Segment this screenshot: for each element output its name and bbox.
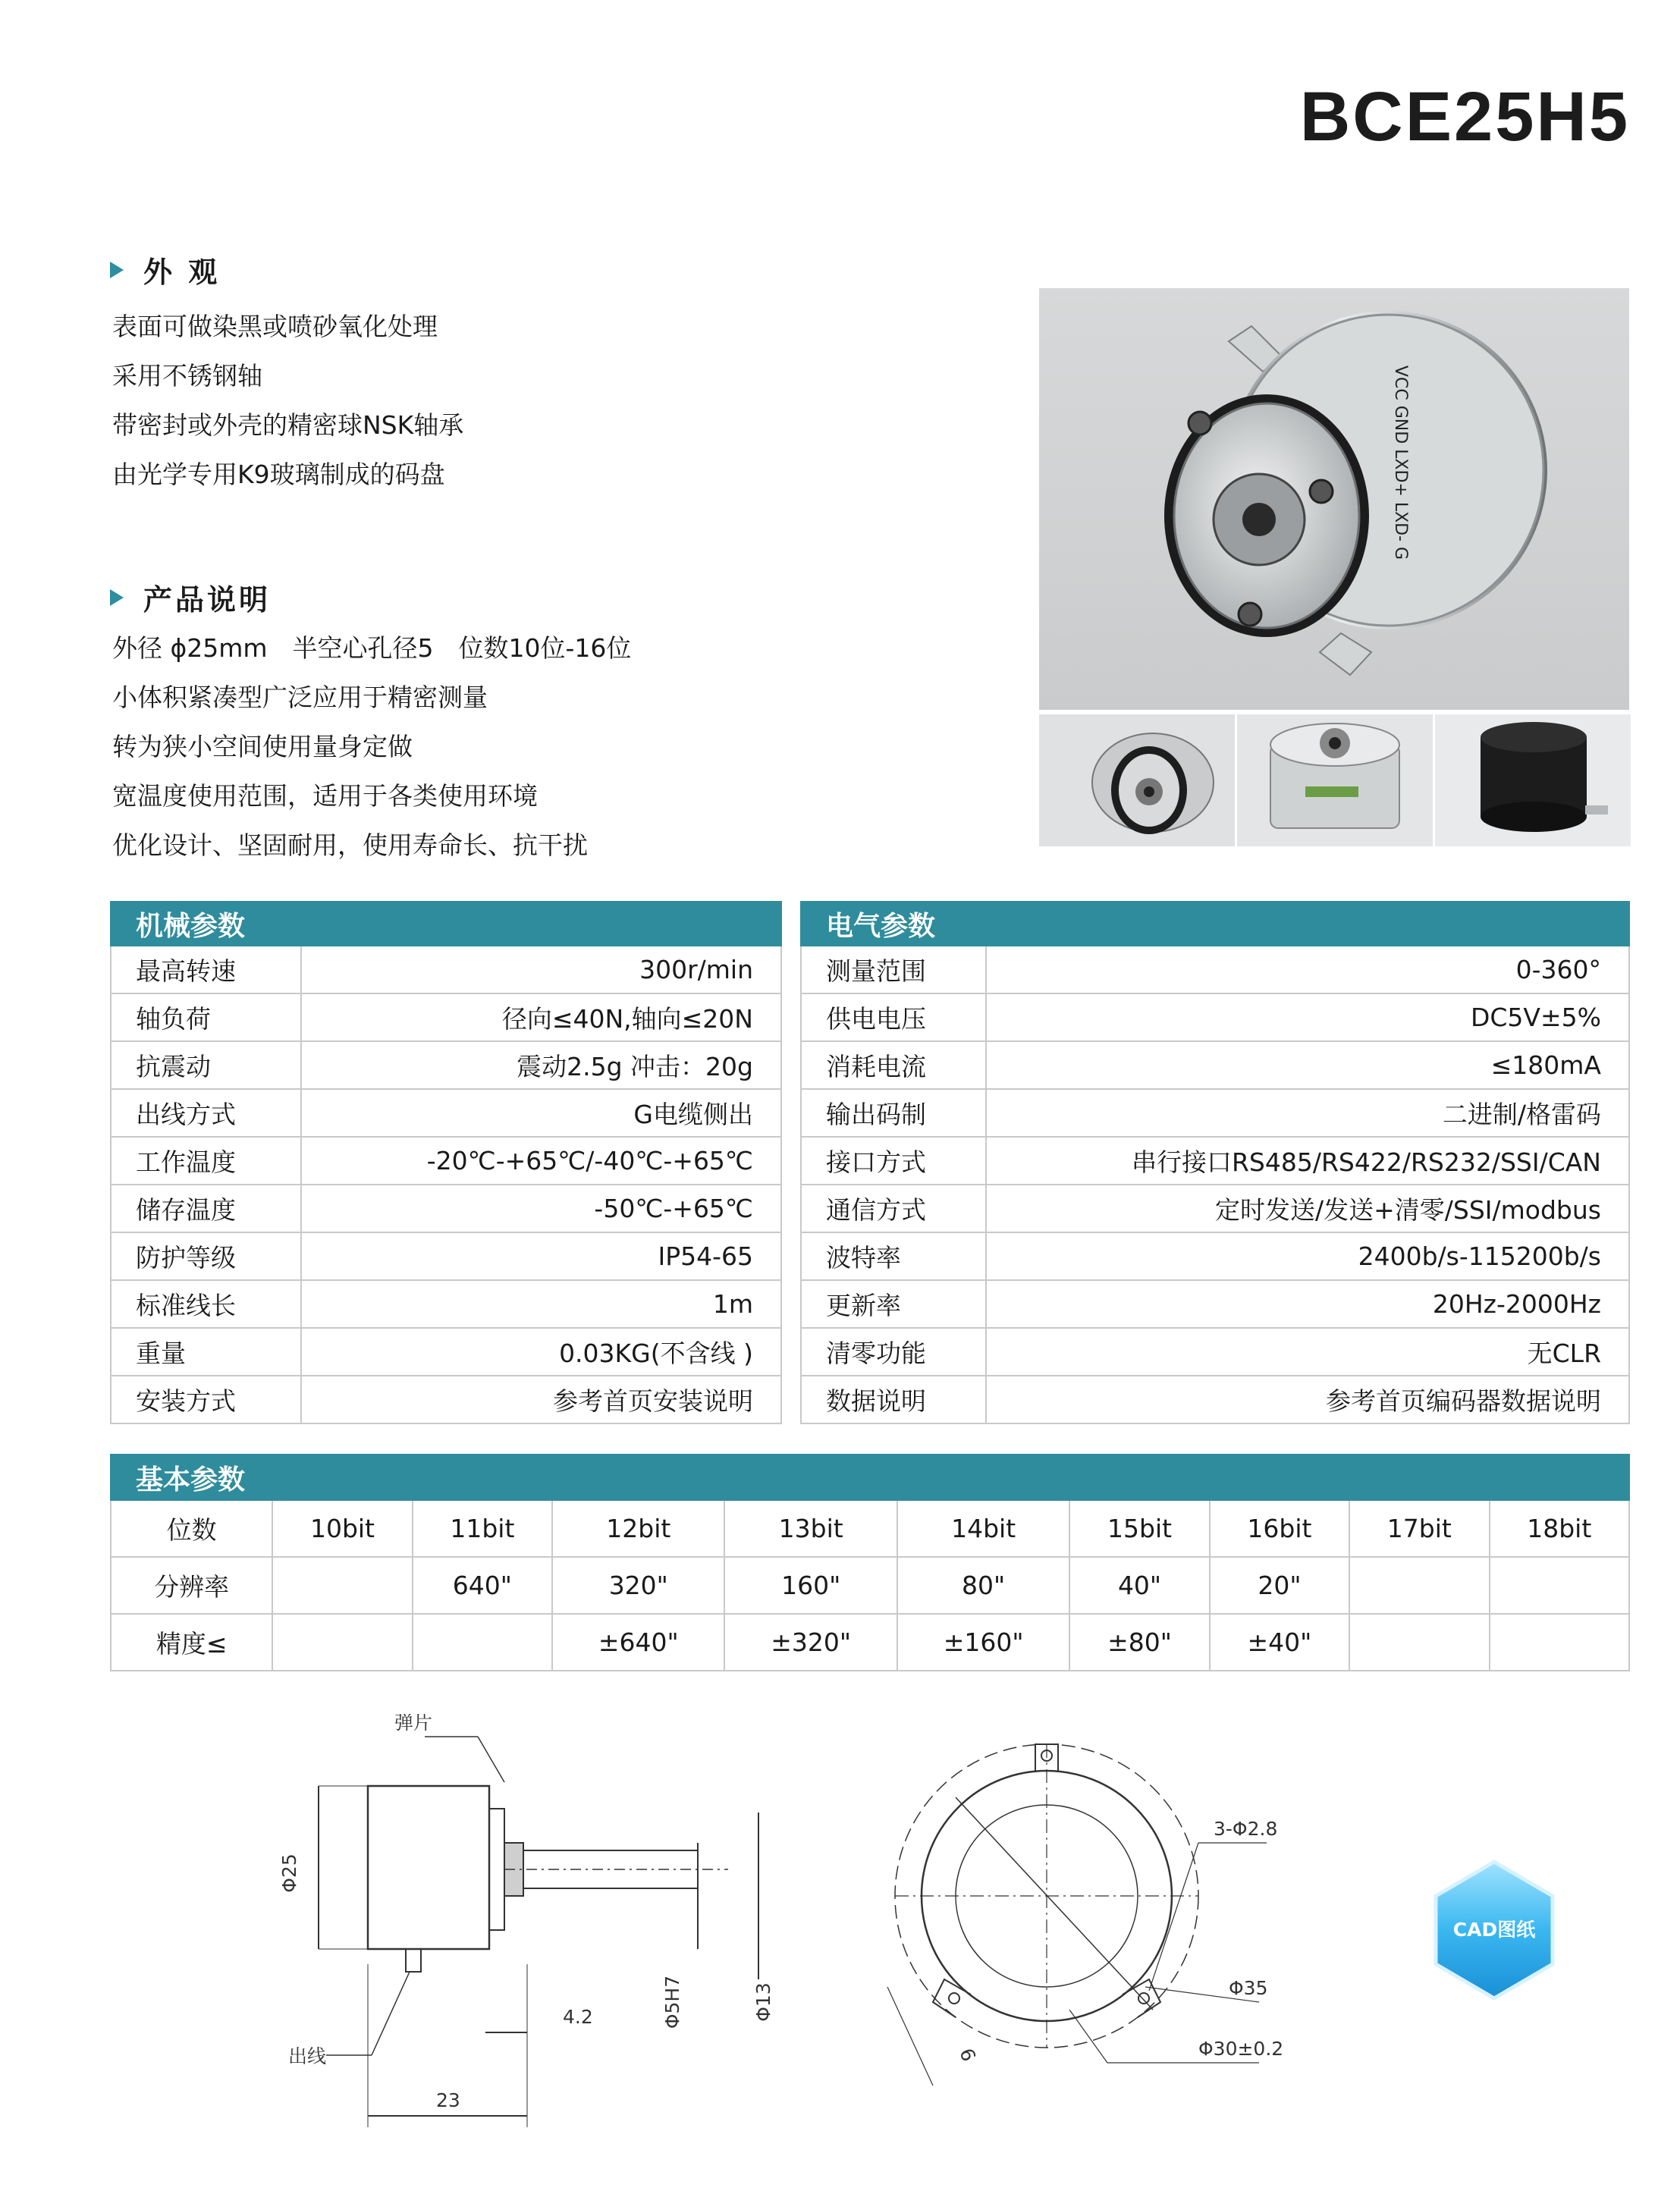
basic-table bbox=[110, 1454, 1630, 1671]
table-row bbox=[801, 1137, 1629, 1185]
table-row bbox=[111, 1185, 781, 1232]
param-name: 输出码制 bbox=[801, 1089, 986, 1137]
product-item: 外径 ϕ25mm 半空心孔径5 位数10位-16位 bbox=[112, 633, 632, 663]
product-list bbox=[112, 623, 631, 870]
electrical-table-title: 电气参数 bbox=[801, 902, 1629, 946]
encoder-label: VCC GND LXD+ LXD- G bbox=[1391, 365, 1410, 560]
param-value: 参考首页安装说明 bbox=[301, 1376, 781, 1423]
product-heading-text: 产品说明 bbox=[143, 583, 272, 617]
basic-table-title: 基本参数 bbox=[111, 1455, 1629, 1500]
table-cell: 11bit bbox=[413, 1500, 552, 1557]
param-value: 1m bbox=[301, 1280, 781, 1328]
dim-holes: 3-Φ2.8 bbox=[1214, 1818, 1278, 1840]
param-value: 2400b/s-115200b/s bbox=[986, 1232, 1629, 1280]
param-name: 抗震动 bbox=[111, 1041, 301, 1089]
table-row bbox=[111, 993, 781, 1041]
param-name: 标准线长 bbox=[111, 1280, 301, 1328]
appearance-item: 采用不锈钢轴 bbox=[112, 361, 262, 391]
dim-phi25: Φ25 bbox=[278, 1853, 300, 1893]
param-value: -50℃-+65℃ bbox=[301, 1185, 781, 1232]
table-row bbox=[111, 1041, 781, 1089]
param-value: 0-360° bbox=[986, 946, 1629, 993]
param-value: 二进制/格雷码 bbox=[986, 1089, 1629, 1137]
electrical-table bbox=[800, 901, 1630, 1424]
technical-drawing bbox=[273, 1714, 1350, 2142]
dim-phi30: Φ30±0.2 bbox=[1198, 2038, 1284, 2060]
table-row bbox=[801, 1185, 1629, 1232]
table-row bbox=[801, 1328, 1629, 1376]
table-row bbox=[801, 1041, 1629, 1089]
param-name: 重量 bbox=[111, 1328, 301, 1376]
table-cell: 320" bbox=[552, 1557, 724, 1614]
dim-spring-label: 弹片 bbox=[394, 1714, 433, 1734]
table-cell bbox=[1349, 1557, 1489, 1614]
appearance-heading bbox=[110, 249, 220, 290]
table-row bbox=[111, 946, 781, 993]
table-cell: 20" bbox=[1210, 1557, 1349, 1614]
appearance-list bbox=[112, 302, 463, 499]
table-cell: 17bit bbox=[1349, 1500, 1489, 1557]
param-name: 通信方式 bbox=[801, 1185, 986, 1232]
param-value: G电缆侧出 bbox=[301, 1089, 781, 1137]
appearance-item: 表面可做染黑或喷砂氧化处理 bbox=[112, 312, 438, 341]
table-cell: ±80" bbox=[1069, 1614, 1209, 1671]
table-cell: 13bit bbox=[724, 1500, 897, 1557]
param-name: 供电电压 bbox=[801, 993, 986, 1041]
thumbnail-photo bbox=[1039, 714, 1235, 846]
table-row bbox=[111, 1232, 781, 1280]
table-cell: 10bit bbox=[272, 1500, 412, 1557]
product-item: 小体积紧凑型广泛应用于精密测量 bbox=[112, 683, 488, 712]
table-row bbox=[801, 1280, 1629, 1328]
table-cell: 分辨率 bbox=[111, 1557, 272, 1614]
product-item: 宽温度使用范围，适用于各类使用环境 bbox=[112, 781, 538, 811]
param-name: 防护等级 bbox=[111, 1232, 301, 1280]
appearance-item: 带密封或外壳的精密球NSK轴承 bbox=[112, 410, 464, 440]
table-row bbox=[111, 1137, 781, 1185]
thumbnail-photo bbox=[1237, 714, 1433, 846]
param-name: 数据说明 bbox=[801, 1376, 986, 1423]
param-value: ≤180mA bbox=[986, 1041, 1629, 1089]
param-name: 波特率 bbox=[801, 1232, 986, 1280]
param-value: DC5V±5% bbox=[986, 993, 1629, 1041]
param-value: 串行接口RS485/RS422/RS232/SSI/CAN bbox=[986, 1137, 1629, 1185]
param-name: 测量范围 bbox=[801, 946, 986, 993]
table-cell: 16bit bbox=[1210, 1500, 1349, 1557]
table-cell: 位数 bbox=[111, 1500, 272, 1557]
dim-outlet-label: 出线 bbox=[288, 2045, 327, 2067]
table-cell bbox=[1490, 1614, 1630, 1671]
table-row bbox=[111, 1280, 781, 1328]
dim-phi5h7: Φ5H7 bbox=[661, 1975, 683, 2029]
param-name: 安装方式 bbox=[111, 1376, 301, 1423]
dim-4-2: 4.2 bbox=[563, 2006, 593, 2028]
dim-phi35: Φ35 bbox=[1229, 1977, 1268, 1999]
table-cell: 15bit bbox=[1069, 1500, 1209, 1557]
table-cell: ±640" bbox=[552, 1614, 724, 1671]
thumbnail-photo bbox=[1435, 714, 1631, 846]
appearance-heading-text: 外 观 bbox=[143, 256, 221, 289]
param-name: 出线方式 bbox=[111, 1089, 301, 1137]
table-cell: 640" bbox=[413, 1557, 552, 1614]
table-row bbox=[801, 1376, 1629, 1423]
mechanical-table-title: 机械参数 bbox=[111, 902, 781, 946]
param-value: 300r/min bbox=[301, 946, 781, 993]
cad-drawing-badge[interactable] bbox=[1430, 1858, 1559, 2002]
table-cell: 14bit bbox=[897, 1500, 1069, 1557]
table-cell bbox=[1349, 1614, 1489, 1671]
table-cell: 12bit bbox=[552, 1500, 724, 1557]
param-name: 更新率 bbox=[801, 1280, 986, 1328]
param-value: 无CLR bbox=[986, 1328, 1629, 1376]
table-cell: 精度≤ bbox=[111, 1614, 272, 1671]
table-row bbox=[801, 1232, 1629, 1280]
table-row bbox=[801, 946, 1629, 993]
table-cell: 160" bbox=[724, 1557, 897, 1614]
param-value: 径向≤40N,轴向≤20N bbox=[301, 993, 781, 1041]
table-cell: ±40" bbox=[1210, 1614, 1349, 1671]
mechanical-table bbox=[110, 901, 782, 1424]
param-name: 储存温度 bbox=[111, 1185, 301, 1232]
param-name: 轴负荷 bbox=[111, 993, 301, 1041]
table-row bbox=[111, 1614, 1629, 1671]
param-value: 震动2.5g 冲击：20g bbox=[301, 1041, 781, 1089]
param-name: 最高转速 bbox=[111, 946, 301, 993]
table-row bbox=[801, 993, 1629, 1041]
table-row bbox=[111, 1328, 781, 1376]
product-photo bbox=[1039, 288, 1629, 710]
table-cell bbox=[272, 1557, 412, 1614]
param-name: 接口方式 bbox=[801, 1137, 986, 1185]
product-item: 转为狭小空间使用量身定做 bbox=[112, 732, 413, 761]
param-value: 参考首页编码器数据说明 bbox=[986, 1376, 1629, 1423]
model-title: BCE25H5 bbox=[1299, 78, 1630, 155]
param-value: IP54-65 bbox=[301, 1232, 781, 1280]
dim-phi13: Φ13 bbox=[752, 1982, 774, 2022]
param-name: 清零功能 bbox=[801, 1328, 986, 1376]
table-row bbox=[111, 1376, 781, 1423]
table-cell bbox=[413, 1614, 552, 1671]
table-cell: ±320" bbox=[724, 1614, 897, 1671]
triangle-bullet-icon bbox=[110, 262, 124, 278]
table-row bbox=[111, 1500, 1629, 1557]
dim-6: 6 bbox=[955, 2045, 981, 2064]
param-value: 20Hz-2000Hz bbox=[986, 1280, 1629, 1328]
table-cell: 80" bbox=[897, 1557, 1069, 1614]
param-name: 消耗电流 bbox=[801, 1041, 986, 1089]
table-cell: 40" bbox=[1069, 1557, 1209, 1614]
product-item: 优化设计、坚固耐用，使用寿命长、抗干扰 bbox=[112, 830, 588, 860]
table-row bbox=[801, 1089, 1629, 1137]
param-value: 0.03KG(不含线 ) bbox=[301, 1328, 781, 1376]
table-cell: 18bit bbox=[1490, 1500, 1630, 1557]
dim-23: 23 bbox=[436, 2089, 460, 2111]
product-heading bbox=[110, 576, 271, 618]
table-row bbox=[111, 1557, 1629, 1614]
triangle-bullet-icon bbox=[110, 589, 124, 606]
param-value: -20℃-+65℃/-40℃-+65℃ bbox=[301, 1137, 781, 1185]
table-cell: ±160" bbox=[897, 1614, 1069, 1671]
table-cell bbox=[272, 1614, 412, 1671]
cad-badge-label: CAD图纸 bbox=[1452, 1919, 1536, 1941]
table-cell bbox=[1490, 1557, 1630, 1614]
table-row bbox=[111, 1089, 781, 1137]
param-name: 工作温度 bbox=[111, 1137, 301, 1185]
appearance-item: 由光学专用K9玻璃制成的码盘 bbox=[112, 460, 445, 489]
param-value: 定时发送/发送+清零/SSI/modbus bbox=[986, 1185, 1629, 1232]
